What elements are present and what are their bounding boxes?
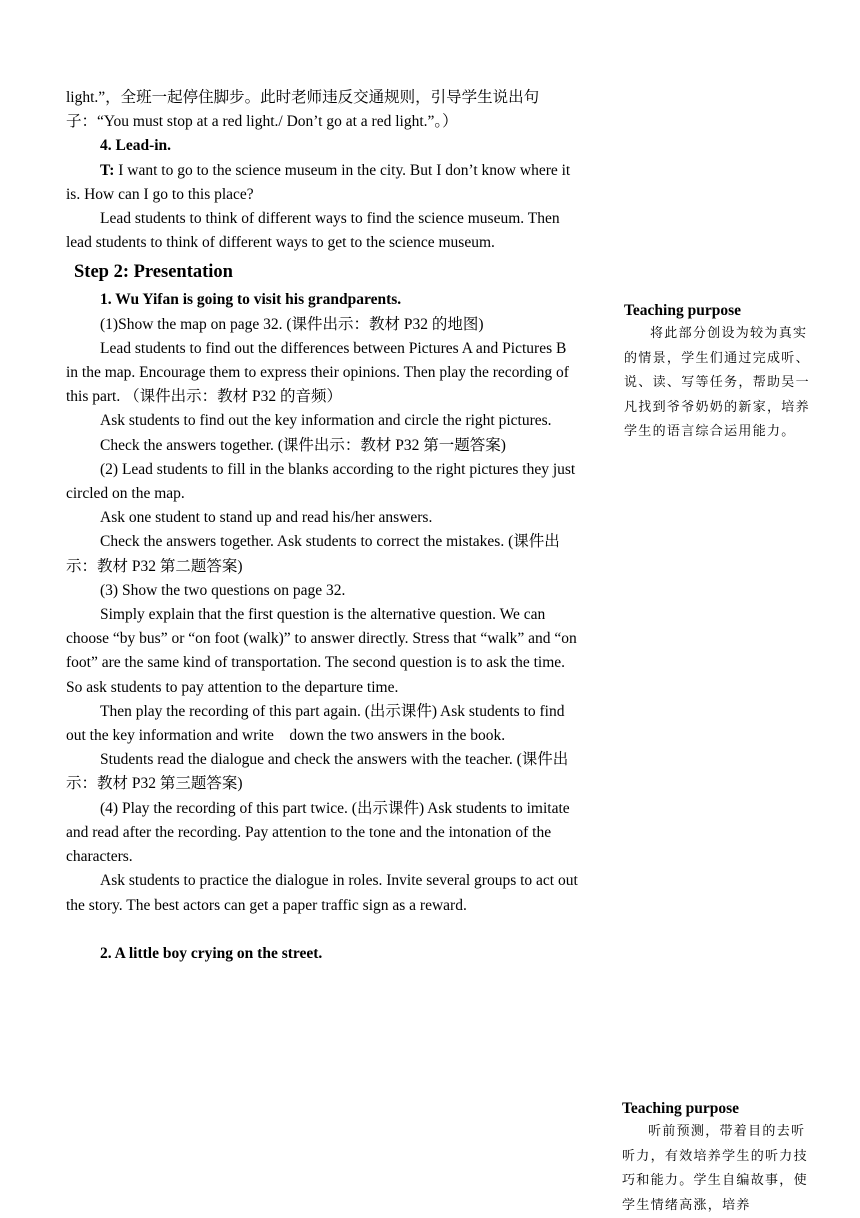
paragraph: (2) Lead students to fill in the blanks according to the right pictures they just circled on the map. xyxy=(66,460,576,503)
paragraph: Ask students to practice the dialogue in roles. Invite several groups to act out the story. The best actors can get a paper traffic sign as a reward. xyxy=(66,872,578,914)
paragraph: Ask students to find out the key information and circle the right pictures. xyxy=(100,412,552,430)
paragraph: Then play the recording of this part again. (出示课件) Ask students to find out the key information and write down the two answers in the book. xyxy=(66,702,565,745)
step2-heading: Step 2: Presentation xyxy=(74,262,233,283)
lead-in-heading: 4. Lead-in. xyxy=(100,137,172,155)
teaching-purpose-title: Teaching purpose xyxy=(622,1100,739,1117)
teaching-purpose-box-2 xyxy=(622,1098,810,1218)
paragraph: Check the answers together. (课件出示：教材 P32 第一题答案) xyxy=(100,436,506,454)
paragraph-lead-students: Lead students to think of different ways to find the science museum. Then lead students to think of different ways to get to the science museum. xyxy=(66,210,560,252)
paragraph: Lead students to find out the differences between Pictures A and Pictures B in the map. Encourage them to express their opinions. Then play the recording of this part. （课件出示：教材 P32 的音频） xyxy=(66,339,569,406)
paragraph: Ask one student to stand up and read his/her answers. xyxy=(100,509,433,527)
teaching-purpose-box-1 xyxy=(624,300,812,445)
paragraph: Check the answers together. Ask students to correct the mistakes. (课件出示：教材 P32 第二题答案) xyxy=(66,533,560,575)
section-1-heading: 1. Wu Yifan is going to visit his grandparents. xyxy=(100,291,402,309)
paragraph: (4) Play the recording of this part twice. (出示课件) Ask students to imitate and read after the recording. Pay attention to the tone and the intonation of the characters. xyxy=(66,799,570,866)
lesson-plan-body xyxy=(66,86,582,966)
teacher-label: T: xyxy=(100,161,115,179)
teacher-line-text: I want to go to the science museum in the city. But I don’t know where it is. How can I go to this place? xyxy=(66,161,571,203)
paragraph-traffic-rule: light.”，全班一起停住脚步。此时老师违反交通规则，引导学生说出句子：“You must stop at a red light./ Don’t go at a red light.”。） xyxy=(66,89,540,131)
teaching-purpose-text: 将此部分创设为较为真实的情景，学生们通过完成听、说、读、写等任务，帮助吴一凡找到爷爷奶奶的新家，培养学生的语言综合运用能力。 xyxy=(624,326,810,439)
teacher-line xyxy=(66,159,582,207)
paragraph: (3) Show the two questions on page 32. xyxy=(100,581,346,599)
paragraph: Students read the dialogue and check the answers with the teacher. (课件出示：教材 P32 第三题答案) xyxy=(66,751,569,793)
teaching-purpose-title: Teaching purpose xyxy=(624,302,741,319)
teaching-purpose-text: 听前预测，带着目的去听听力，有效培养学生的听力技巧和能力。学生自编故事，使学生情绪高涨，培养 xyxy=(622,1124,808,1213)
spacer xyxy=(66,918,582,942)
paragraph: Simply explain that the first question is the alternative question. We can choose “by bus” or “on foot (walk)” to answer directly. Stress that “walk” and “on foot” are the same kind of transportation. The second question is to ask the time. So ask students to pay attention to the departure time. xyxy=(66,606,577,696)
section-2-heading: 2. A little boy crying on the street. xyxy=(100,944,323,962)
paragraph: (1)Show the map on page 32. (课件出示：教材 P32 的地图) xyxy=(100,315,484,333)
